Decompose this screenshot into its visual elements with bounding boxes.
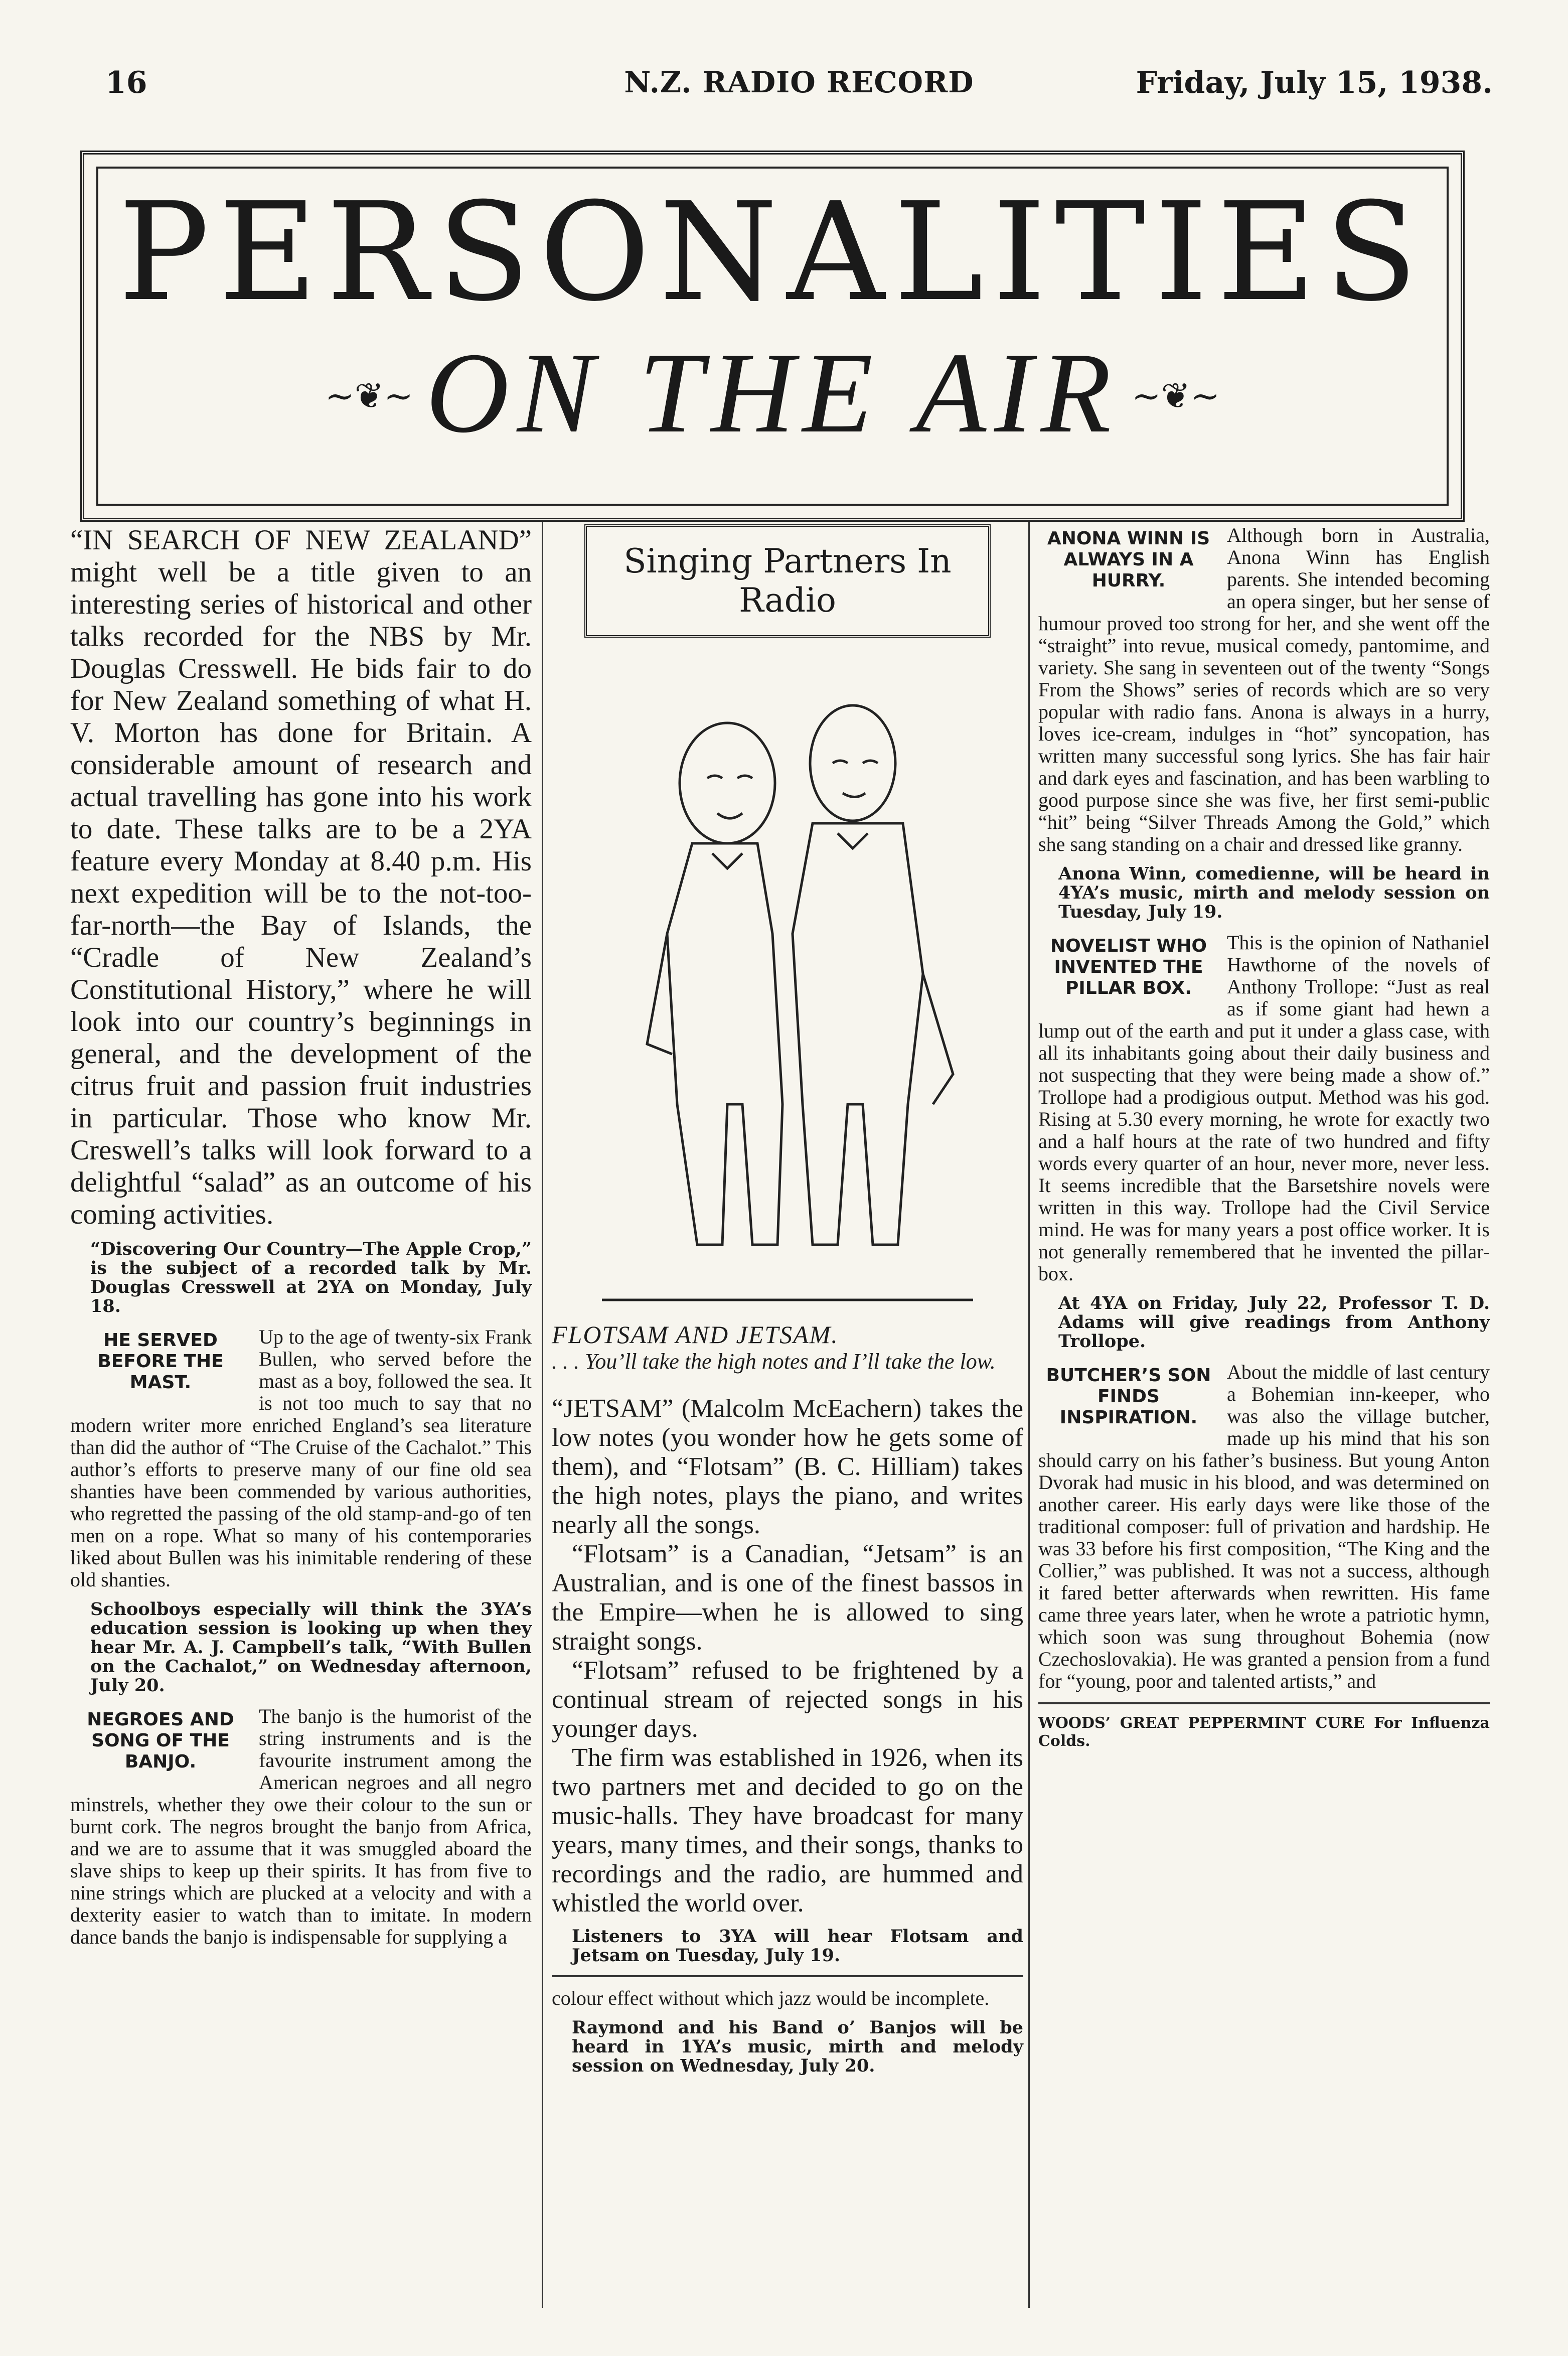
column-3 (1038, 524, 1490, 1750)
flotsam-para-2: “Flotsam” is a Canadian, “Jetsam” is an Australian, and is one of the finest bassos in the Empire—when he is allowed to sing straight songs. (552, 1540, 1023, 1656)
banner-subtitle: ON THE AIR (425, 329, 1120, 457)
flotsam-jetsam-cartoon (592, 653, 983, 1305)
right-ornament-icon: ~❦~ (1132, 375, 1220, 416)
bullen-article (70, 1326, 532, 1591)
publication-name: N.Z. RADIO RECORD (624, 65, 974, 99)
boxed-headline: Singing Partners In Radio (584, 524, 991, 638)
trollope-article-text: This is the opinion of Nathaniel Hawthorne of the novels of Anthony Trollope: “Just as real as if some giant had hewn a lump out of the earth and put it under a glass case, with all its inhabitants going about their daily business and not suspecting that they were being made a show of.” Trollope had a prodigious output. Method was his god. Rising at 5.30 every morning, he wrote for exactly two and a half hours at the rate of two hundred and fifty words every quarter of an hour, never more, never less. It seems incredible that the Barsetshire novels were written in this way. Trollope had the Civil Service mind. He was for many years a post office worker. It is not generally remembered that he invented the pillar-box. (1038, 931, 1490, 1285)
cartoon-caption-title: FLOTSAM AND JETSAM. (552, 1320, 839, 1349)
section-banner (80, 151, 1465, 522)
banner-title: PERSONALITIES (118, 173, 1427, 331)
dvorak-headline: BUTCHER’S SON FINDS INSPIRATION. (1046, 1365, 1211, 1428)
flotsam-note: Listeners to 3YA will hear Flotsam and Jetsam on Tuesday, July 19. (572, 1926, 1023, 1966)
trollope-article (1038, 932, 1490, 1285)
bullen-article-text: Up to the age of twenty-six Frank Bullen, who served before the mast as a boy, followed the sea. It is not too much to say that no modern writer more enriched England’s sea literature than did the author of “The Cruise of the Cachalot.” This author’s efforts to preserve many of our fine old sea shanties have been commended by various authorities, who regretted the passing of the old stamp-and-go of ten men on a rope. What so many of his contemporaries liked about Bullen was his inimitable rendering of these old shanties. (70, 1326, 532, 1591)
banjo-article-continued: colour effect without which jazz would be incomplete. (552, 1987, 990, 2009)
banjo-headline: NEGROES AND SONG OF THE BANJO. (87, 1709, 234, 1772)
banjo-article-text: The banjo is the humorist of the string instruments and is the favourite instrument among the American negroes and all negro minstrels, whether they owe their colour to the sun or burnt cork. The negros brought the banjo from Africa, and we are to assume that it was smuggled aboard the slave ships to keep up their spirits. It has from five to nine strings which are plucked at a velocity and with a dexterity easier to watch than to imitate. In modern dance bands the banjo is indispensable for supplying a (70, 1705, 532, 1948)
column-1 (70, 524, 532, 1948)
running-head (105, 65, 1493, 110)
lead-article-note: “Discovering Our Country—The Apple Crop,” is the subject of a recorded talk by Mr. Douglas Cresswell at 2YA on Monday, July 18. (90, 1239, 532, 1316)
dvorak-article-text: About the middle of last century a Bohemian inn-keeper, who was also the village butcher, made up his mind that his son should carry on his father’s business. But young Anton Dvorak had music in his blood, and was determined on another career. His early days were like those of the traditional composer: full of privation and hardship. He was 33 before his first composition, “The King and the Collier,” was published. It was not a success, although it fared better afterwards when rewritten. His fame came three years later, when he wrote a patriotic hymn, which soon was sung throughout Bohemia (now Czechoslovakia). He was granted a pension from a fund for “young, poor and talented artists,” and (1038, 1361, 1490, 1692)
column-rule-1 (542, 522, 543, 2308)
peppermint-cure-ad: WOODS’ GREAT PEPPERMINT CURE For Influenza Colds. (1038, 1714, 1490, 1750)
lead-article (70, 524, 532, 1231)
left-ornament-icon: ~❦~ (325, 375, 413, 416)
dvorak-article (1038, 1361, 1490, 1692)
column-3-divider (1038, 1702, 1490, 1704)
trollope-note: At 4YA on Friday, July 22, Professor T. D. Adams will give readings from Anthony Trollope. (1058, 1293, 1490, 1352)
anona-note: Anona Winn, comedienne, will be heard in 4YA’s music, mirth and melody session on Tuesday, July 19. (1058, 863, 1490, 922)
page-number: 16 (105, 65, 147, 100)
lead-article-text: “IN SEARCH OF NEW ZEALAND” might well be a title given to an interesting series of historical and other talks recorded for the NBS by Mr. Douglas Cresswell. He bids fair to do for New Zealand something of what H. V. Morton has done for Britain. A considerable amount of research and actual travelling has gone into his work to date. These talks are to be a 2YA feature every Monday at 8.40 p.m. His next expedition will be to the not-too-far-north—the Bay of Islands, the “Cradle of New Zealand’s Constitutional History,” where he will look into our country’s beginnings in general, and the development of the citrus fruit and passion fruit industries in particular. Those who know Mr. Creswell’s talks will look forward to a delightful “salad” as an outcome of his coming activities. (70, 524, 532, 1230)
column-2 (552, 524, 1023, 2086)
trollope-headline: NOVELIST WHO INVENTED THE PILLAR BOX. (1050, 936, 1207, 998)
flotsam-para-4: The firm was established in 1926, when its two partners met and decided to go on the music-halls. They have broadcast for many years, many times, and their songs, thanks to recordings and the radio, are hummed and whistled the world over. (552, 1743, 1023, 1918)
column-2-divider (552, 1975, 1023, 1977)
bullen-note: Schoolboys especially will think the 3YA’s education session is looking up when they hear Mr. A. J. Campbell’s talk, “With Bullen on the Cachalot,” on Wednesday afternoon, July 20. (90, 1599, 532, 1696)
bullen-headline: HE SERVED BEFORE THE MAST. (97, 1330, 224, 1393)
anona-article (1038, 524, 1490, 855)
issue-date: Friday, July 15, 1938. (1136, 65, 1493, 100)
flotsam-para-1: “JETSAM” (Malcolm McEachern) takes the low notes (you wonder how he gets some of them), and “Flotsam” (B. C. Hilliam) takes the high notes, plays the piano, and writes nearly all the songs. (552, 1394, 1023, 1539)
cartoon-caption-sub: . . . You’ll take the high notes and I’ll take the low. (552, 1349, 996, 1374)
banjo-article (70, 1705, 532, 1948)
column-rule-2 (1028, 522, 1030, 2308)
anona-article-text: Although born in Australia, Anona Winn has English parents. She intended becoming an opera singer, but her sense of humour proved too strong for her, and she went off the “straight” into revue, musical comedy, pantomime, and variety. She sang in seventeen out of the twenty “Songs From the Shows” series of records which are so very popular with radio fans. Anona is always in a hurry, loves ice-cream, indulges in “hot” syncopation, has written many successful song lyrics. She has fair hair and dark eyes and fascination, and has been warbling to good purpose since she was five, her first semi-public “hit” being “Silver Threads Among the Gold,” which she sang standing on a chair and dressed like granny. (1038, 524, 1490, 855)
flotsam-para-3: “Flotsam” refused to be frightened by a continual stream of rejected songs in his younger days. (552, 1656, 1023, 1743)
banjo-note: Raymond and his Band o’ Banjos will be heard in 1YA’s music, mirth and melody session on Wednesday, July 20. (572, 2017, 1023, 2076)
anona-headline: ANONA WINN IS ALWAYS IN A HURRY. (1047, 528, 1210, 591)
